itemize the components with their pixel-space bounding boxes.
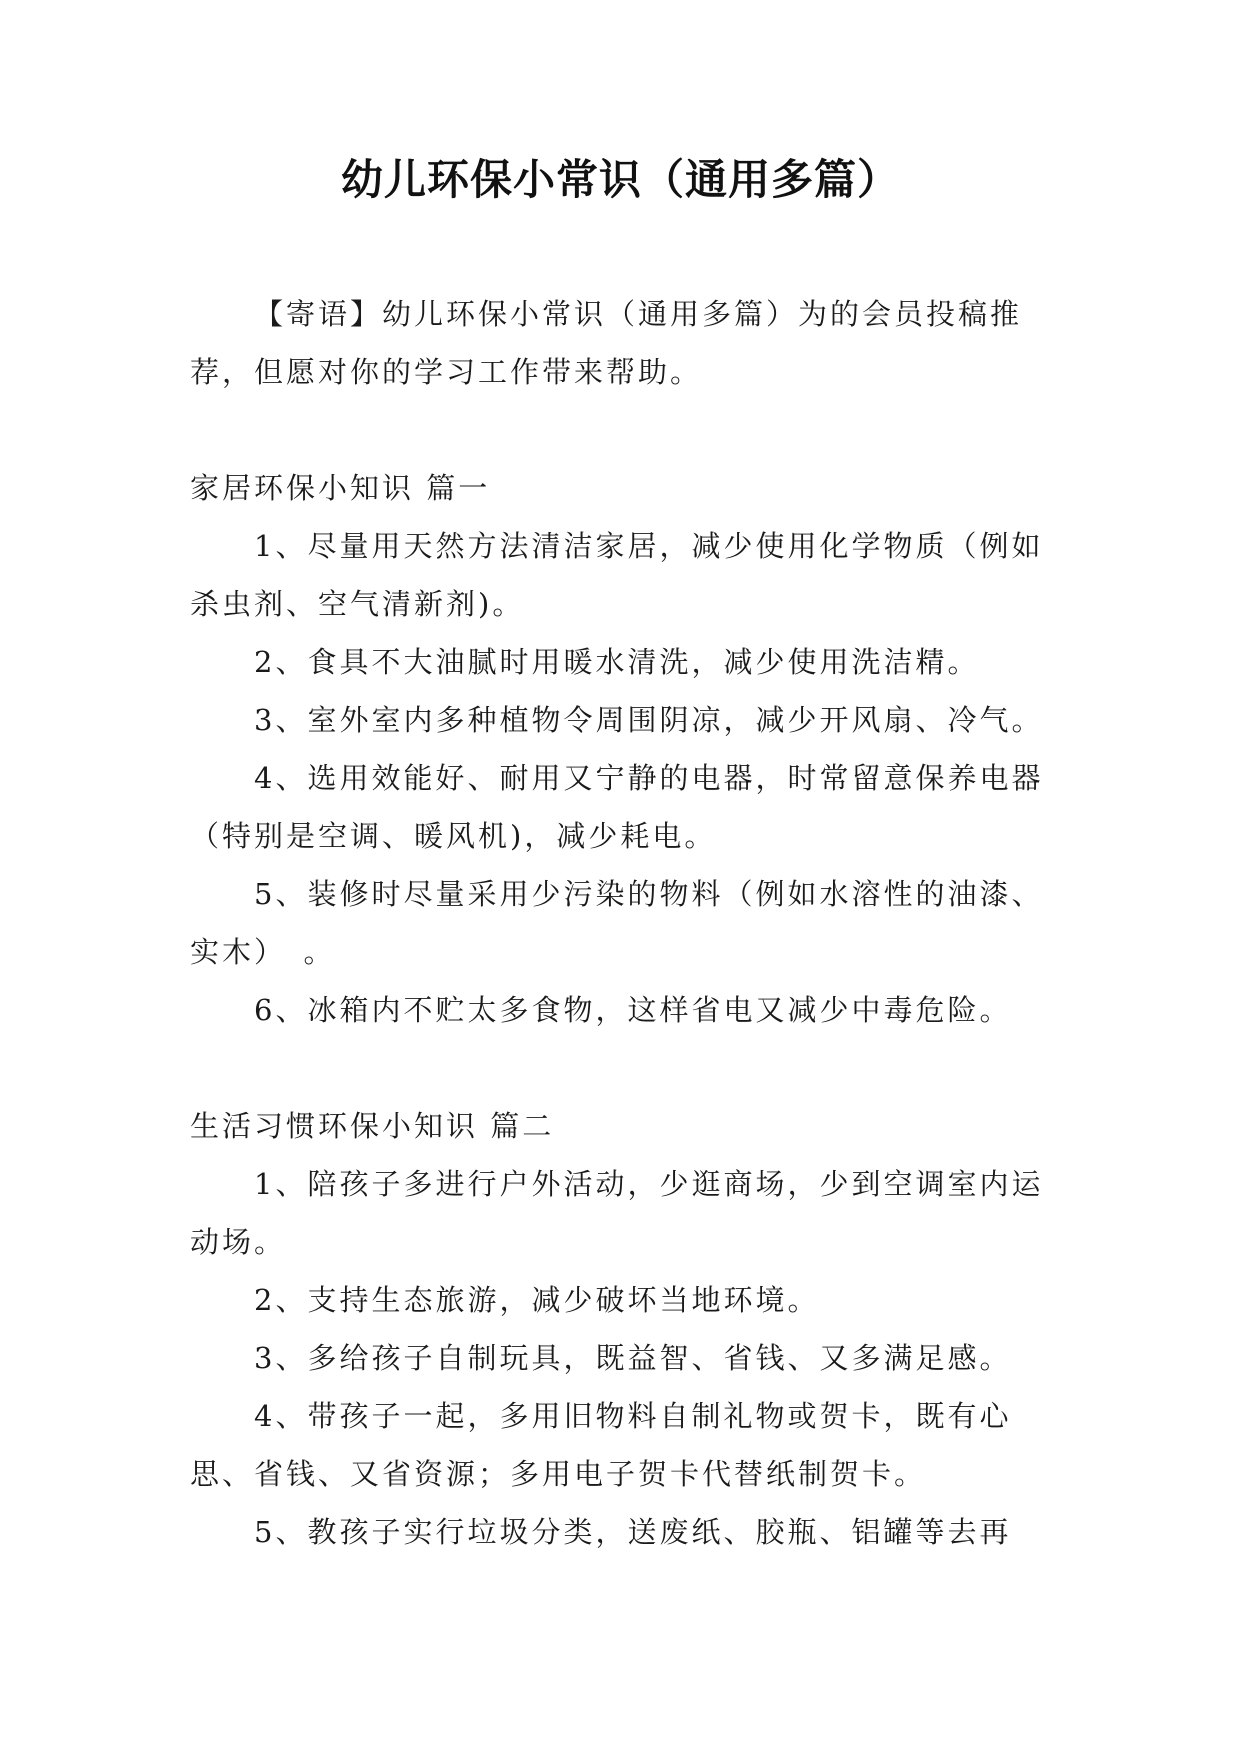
section-2-item: 3、多给孩子自制玩具，既益智、省钱、又多满足感。 [254, 1341, 1012, 1375]
section-1-item: 1、尽量用天然方法清洁家居，减少使用化学物质（例如杀虫剂、空气清新剂)。 [190, 529, 1044, 621]
section-heading-2: 生活习惯环保小知识 篇二 [190, 1109, 555, 1143]
section-1-item: 5、装修时尽量采用少污染的物料（例如水溶性的油漆、实木） 。 [190, 877, 1044, 969]
section-1-item: 4、选用效能好、耐用又宁静的电器，时常留意保养电器（特别是空调、暖风机)，减少耗电。 [190, 761, 1044, 853]
section-1-item: 3、室外室内多种植物令周围阴凉，减少开风扇、冷气。 [254, 703, 1044, 737]
document-title: 幼儿环保小常识（通用多篇） [340, 155, 900, 204]
section-1-item: 2、食具不大油腻时用暖水清洗，减少使用洗洁精。 [254, 645, 980, 679]
section-2-item: 5、教孩子实行垃圾分类，送废纸、胶瓶、铝罐等去再 [254, 1515, 1012, 1549]
section-2-item: 4、带孩子一起，多用旧物料自制礼物或贺卡，既有心思、省钱、又省资源；多用电子贺卡代替纸制贺卡。 [190, 1399, 1012, 1491]
section-1-item: 6、冰箱内不贮太多食物，这样省电又减少中毒危险。 [254, 993, 1012, 1027]
section-2-item: 1、陪孩子多进行户外活动，少逛商场，少到空调室内运动场。 [190, 1167, 1044, 1259]
section-2-item: 2、支持生态旅游，减少破坏当地环境。 [254, 1283, 820, 1317]
section-heading-1: 家居环保小知识 篇一 [190, 471, 491, 505]
intro-paragraph: 【寄语】幼儿环保小常识（通用多篇）为的会员投稿推荐，但愿对你的学习工作带来帮助。 [190, 297, 1023, 389]
document-body [190, 285, 1052, 1561]
spacer [190, 401, 1052, 459]
spacer [190, 1039, 1052, 1097]
